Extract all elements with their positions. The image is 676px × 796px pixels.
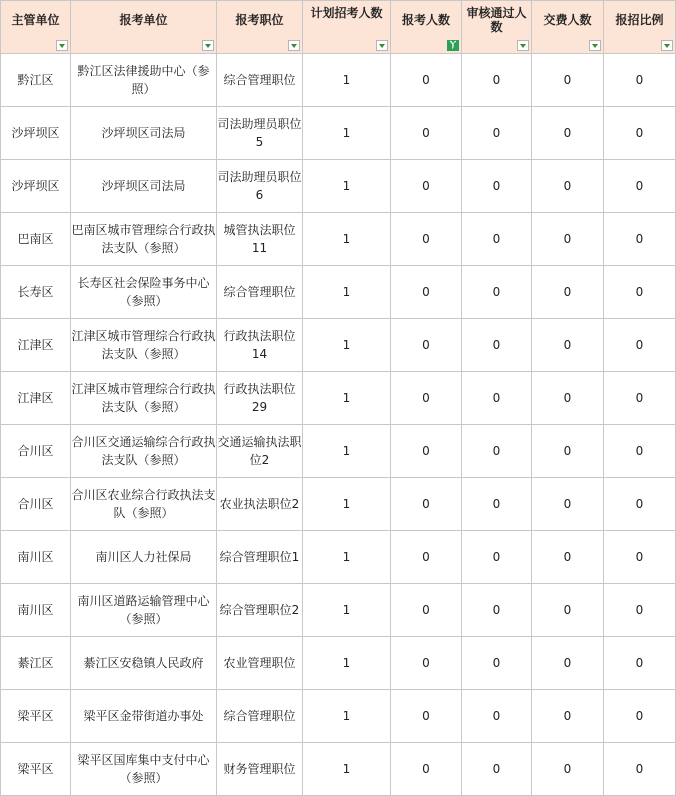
cell-position[interactable]: 城管执法职位11 — [217, 213, 303, 266]
cell-applicants[interactable]: 0 — [391, 478, 462, 531]
table-row — [1, 690, 676, 743]
cell-dept[interactable]: 合川区 — [1, 425, 71, 478]
filter-dropdown-icon[interactable] — [661, 40, 673, 51]
cell-approved[interactable]: 0 — [462, 372, 532, 425]
cell-applicants[interactable]: 0 — [391, 372, 462, 425]
cell-paid[interactable]: 0 — [532, 372, 604, 425]
table-row — [1, 478, 676, 531]
cell-paid[interactable]: 0 — [532, 266, 604, 319]
table-row — [1, 213, 676, 266]
cell-paid[interactable]: 0 — [532, 743, 604, 796]
cell-unit[interactable]: 江津区城市管理综合行政执法支队（参照） — [71, 319, 217, 372]
cell-planned[interactable]: 1 — [303, 478, 391, 531]
cell-ratio[interactable]: 0 — [604, 637, 676, 690]
cell-planned[interactable]: 1 — [303, 107, 391, 160]
column-header-position[interactable] — [217, 1, 303, 54]
column-header-label: 交费人数 — [543, 13, 592, 27]
cell-position[interactable]: 农业管理职位 — [217, 637, 303, 690]
funnel-icon: Ⲩ — [449, 40, 457, 50]
cell-paid[interactable]: 0 — [532, 690, 604, 743]
cell-paid[interactable]: 0 — [532, 425, 604, 478]
cell-approved[interactable]: 0 — [462, 319, 532, 372]
cell-dept[interactable]: 綦江区 — [1, 637, 71, 690]
table-row — [1, 584, 676, 637]
cell-unit[interactable]: 綦江区安稳镇人民政府 — [71, 637, 217, 690]
cell-applicants[interactable]: 0 — [391, 160, 462, 213]
column-header-label: 报招比例 — [615, 13, 664, 27]
table-row — [1, 160, 676, 213]
header-row — [1, 1, 676, 54]
table-row — [1, 743, 676, 796]
cell-applicants[interactable]: 0 — [391, 637, 462, 690]
cell-position[interactable]: 行政执法职位14 — [217, 319, 303, 372]
cell-unit[interactable]: 南川区人力社保局 — [71, 531, 217, 584]
table-row — [1, 425, 676, 478]
cell-unit[interactable]: 黔江区法律援助中心（参照） — [71, 54, 217, 107]
cell-unit[interactable]: 沙坪坝区司法局 — [71, 107, 217, 160]
cell-approved[interactable]: 0 — [462, 478, 532, 531]
table-row — [1, 107, 676, 160]
cell-applicants[interactable]: 0 — [391, 425, 462, 478]
cell-applicants[interactable]: 0 — [391, 107, 462, 160]
cell-unit[interactable]: 合川区交通运输综合行政执法支队（参照） — [71, 425, 217, 478]
cell-planned[interactable]: 1 — [303, 425, 391, 478]
cell-unit[interactable]: 合川区农业综合行政执法支队（参照） — [71, 478, 217, 531]
cell-dept[interactable]: 长寿区 — [1, 266, 71, 319]
column-header-label: 报考人数 — [401, 13, 450, 27]
cell-applicants[interactable]: 0 — [391, 690, 462, 743]
column-header-approved[interactable] — [462, 1, 532, 54]
cell-ratio[interactable]: 0 — [604, 213, 676, 266]
cell-position[interactable]: 行政执法职位29 — [217, 372, 303, 425]
cell-dept[interactable]: 江津区 — [1, 372, 71, 425]
cell-dept[interactable]: 合川区 — [1, 478, 71, 531]
column-header-label: 计划招考人数 — [310, 6, 383, 20]
filter-dropdown-icon[interactable] — [376, 40, 388, 51]
table-row — [1, 54, 676, 107]
cell-position[interactable]: 综合管理职位2 — [217, 584, 303, 637]
cell-unit[interactable]: 沙坪坝区司法局 — [71, 160, 217, 213]
cell-position[interactable]: 交通运输执法职位2 — [217, 425, 303, 478]
cell-applicants[interactable]: 0 — [391, 266, 462, 319]
cell-position[interactable]: 综合管理职位 — [217, 266, 303, 319]
cell-ratio[interactable]: 0 — [604, 107, 676, 160]
cell-planned[interactable]: 1 — [303, 690, 391, 743]
cell-paid[interactable]: 0 — [532, 107, 604, 160]
cell-applicants[interactable]: 0 — [391, 319, 462, 372]
cell-unit[interactable]: 南川区道路运输管理中心（参照） — [71, 584, 217, 637]
cell-planned[interactable]: 1 — [303, 372, 391, 425]
cell-unit[interactable]: 梁平区金带街道办事处 — [71, 690, 217, 743]
cell-unit[interactable]: 巴南区城市管理综合行政执法支队（参照） — [71, 213, 217, 266]
filter-dropdown-icon[interactable] — [288, 40, 300, 51]
column-header-label: 报考职位 — [235, 13, 284, 27]
cell-paid[interactable]: 0 — [532, 213, 604, 266]
cell-approved[interactable]: 0 — [462, 584, 532, 637]
cell-unit[interactable]: 梁平区国库集中支付中心（参照） — [71, 743, 217, 796]
cell-ratio[interactable]: 0 — [604, 425, 676, 478]
column-header-label: 审核通过人数 — [466, 6, 527, 34]
cell-ratio[interactable]: 0 — [604, 531, 676, 584]
cell-paid[interactable]: 0 — [532, 160, 604, 213]
cell-approved[interactable]: 0 — [462, 213, 532, 266]
column-header-ratio[interactable] — [604, 1, 676, 54]
cell-ratio[interactable]: 0 — [604, 478, 676, 531]
cell-paid[interactable]: 0 — [532, 478, 604, 531]
cell-dept[interactable]: 江津区 — [1, 319, 71, 372]
cell-paid[interactable]: 0 — [532, 584, 604, 637]
cell-position[interactable]: 司法助理员职位6 — [217, 160, 303, 213]
column-header-dept[interactable] — [1, 1, 71, 54]
table-row — [1, 531, 676, 584]
cell-dept[interactable]: 南川区 — [1, 531, 71, 584]
cell-planned[interactable]: 1 — [303, 54, 391, 107]
cell-dept[interactable]: 巴南区 — [1, 213, 71, 266]
cell-approved[interactable]: 0 — [462, 743, 532, 796]
table-row — [1, 266, 676, 319]
cell-planned[interactable]: 1 — [303, 266, 391, 319]
filter-dropdown-icon[interactable] — [202, 40, 214, 51]
cell-ratio[interactable]: 0 — [604, 743, 676, 796]
cell-position[interactable]: 司法助理员职位5 — [217, 107, 303, 160]
cell-planned[interactable]: 1 — [303, 213, 391, 266]
column-header-label: 主管单位 — [11, 13, 60, 27]
cell-planned[interactable]: 1 — [303, 531, 391, 584]
cell-dept[interactable]: 沙坪坝区 — [1, 107, 71, 160]
cell-position[interactable]: 财务管理职位 — [217, 743, 303, 796]
cell-dept[interactable]: 沙坪坝区 — [1, 160, 71, 213]
cell-ratio[interactable]: 0 — [604, 584, 676, 637]
cell-approved[interactable]: 0 — [462, 54, 532, 107]
cell-dept[interactable]: 黔江区 — [1, 54, 71, 107]
table-row — [1, 372, 676, 425]
filter-dropdown-icon[interactable] — [517, 40, 529, 51]
filter-dropdown-icon[interactable] — [56, 40, 68, 51]
cell-applicants[interactable]: 0 — [391, 743, 462, 796]
column-header-paid[interactable] — [532, 1, 604, 54]
cell-paid[interactable]: 0 — [532, 637, 604, 690]
cell-ratio[interactable]: 0 — [604, 266, 676, 319]
cell-ratio[interactable]: 0 — [604, 319, 676, 372]
cell-approved[interactable]: 0 — [462, 107, 532, 160]
cell-planned[interactable]: 1 — [303, 743, 391, 796]
table-row — [1, 319, 676, 372]
cell-approved[interactable]: 0 — [462, 160, 532, 213]
column-header-planned[interactable] — [303, 1, 391, 54]
cell-applicants[interactable]: 0 — [391, 54, 462, 107]
cell-unit[interactable]: 江津区城市管理综合行政执法支队（参照） — [71, 372, 217, 425]
cell-position[interactable]: 综合管理职位 — [217, 54, 303, 107]
column-header-unit[interactable] — [71, 1, 217, 54]
table-body — [1, 54, 676, 796]
cell-applicants[interactable]: 0 — [391, 213, 462, 266]
cell-paid[interactable]: 0 — [532, 531, 604, 584]
cell-approved[interactable]: 0 — [462, 531, 532, 584]
cell-unit[interactable]: 长寿区社会保险事务中心（参照） — [71, 266, 217, 319]
cell-approved[interactable]: 0 — [462, 266, 532, 319]
cell-applicants[interactable]: 0 — [391, 531, 462, 584]
cell-ratio[interactable]: 0 — [604, 160, 676, 213]
cell-position[interactable]: 农业执法职位2 — [217, 478, 303, 531]
cell-ratio[interactable]: 0 — [604, 54, 676, 107]
cell-planned[interactable]: 1 — [303, 584, 391, 637]
cell-position[interactable]: 综合管理职位1 — [217, 531, 303, 584]
cell-dept[interactable]: 梁平区 — [1, 690, 71, 743]
cell-position[interactable]: 综合管理职位 — [217, 690, 303, 743]
cell-approved[interactable]: 0 — [462, 690, 532, 743]
column-header-applicants[interactable] — [391, 1, 462, 54]
cell-approved[interactable]: 0 — [462, 637, 532, 690]
cell-dept[interactable]: 南川区 — [1, 584, 71, 637]
cell-paid[interactable]: 0 — [532, 319, 604, 372]
cell-planned[interactable]: 1 — [303, 319, 391, 372]
cell-dept[interactable]: 梁平区 — [1, 743, 71, 796]
cell-paid[interactable]: 0 — [532, 54, 604, 107]
filter-dropdown-icon[interactable] — [589, 40, 601, 51]
cell-ratio[interactable]: 0 — [604, 690, 676, 743]
table-row — [1, 637, 676, 690]
cell-planned[interactable]: 1 — [303, 160, 391, 213]
filter-active-icon[interactable] — [447, 40, 459, 51]
cell-planned[interactable]: 1 — [303, 637, 391, 690]
cell-ratio[interactable]: 0 — [604, 372, 676, 425]
column-header-label: 报考单位 — [119, 13, 168, 27]
cell-applicants[interactable]: 0 — [391, 584, 462, 637]
cell-approved[interactable]: 0 — [462, 425, 532, 478]
